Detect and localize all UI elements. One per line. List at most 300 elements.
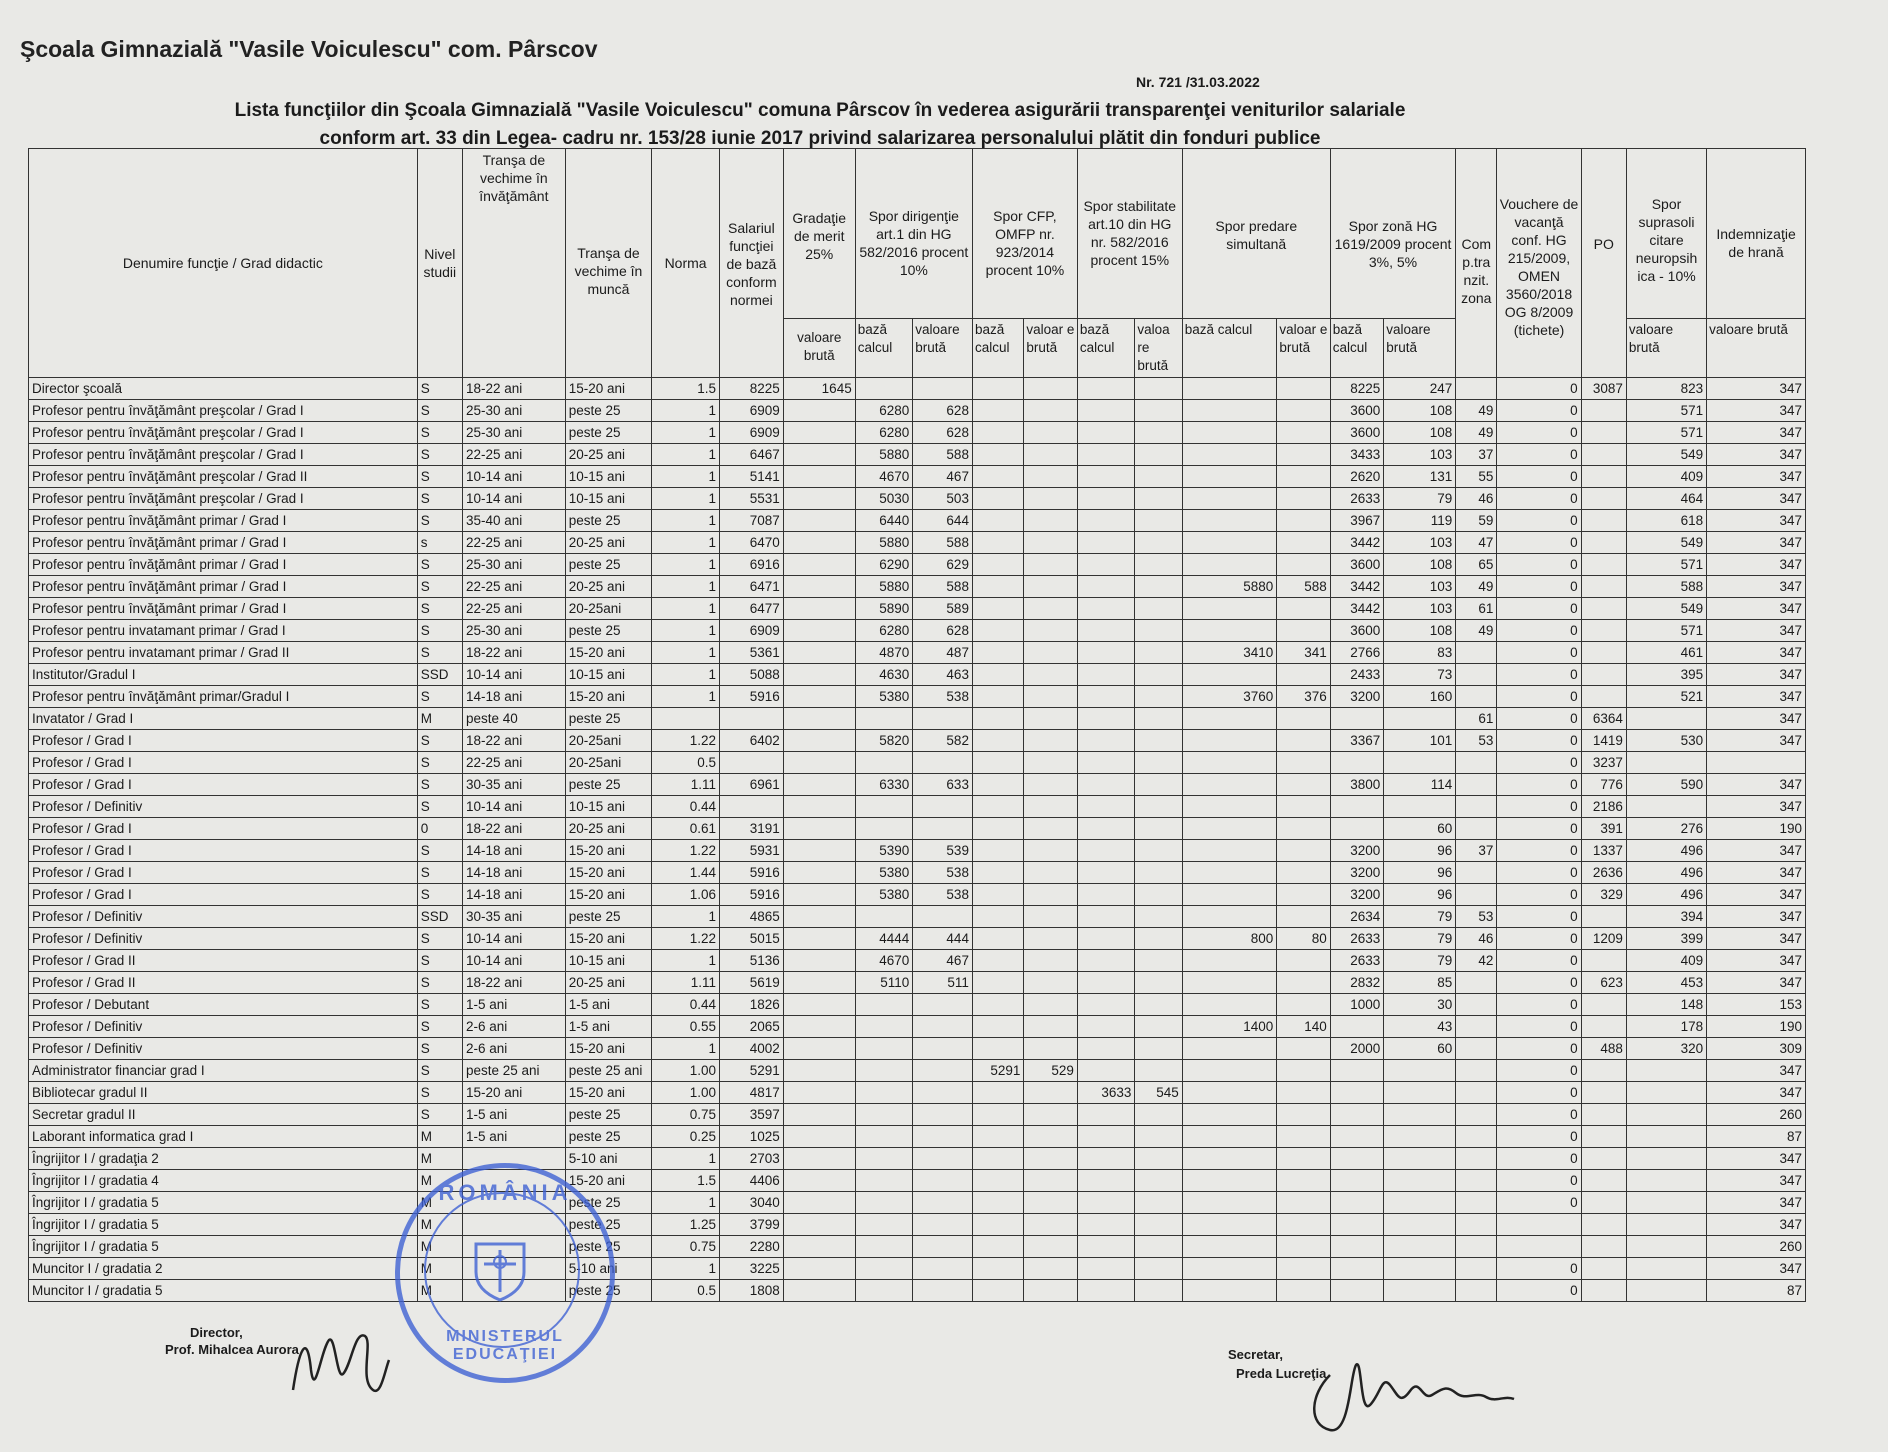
table-cell <box>1277 488 1330 510</box>
table-cell: 0 <box>1497 1170 1581 1192</box>
table-cell: 10-15 ani <box>565 796 651 818</box>
table-cell <box>783 1082 855 1104</box>
table-cell <box>783 598 855 620</box>
table-cell: 80 <box>1277 928 1330 950</box>
table-cell <box>913 994 973 1016</box>
table-cell <box>783 796 855 818</box>
table-cell: Bibliotecar gradul II <box>29 1082 418 1104</box>
col-vechime-invatamant: Tranşa de vechime în învăţământ <box>462 149 565 378</box>
table-row <box>29 532 1806 554</box>
table-cell <box>720 796 784 818</box>
table-cell <box>1024 686 1077 708</box>
table-cell: S <box>417 620 462 642</box>
table-cell: 347 <box>1707 378 1806 400</box>
table-cell: 15-20 ani <box>462 1082 565 1104</box>
table-cell: 347 <box>1707 686 1806 708</box>
table-cell <box>1024 444 1077 466</box>
table-cell: 5880 <box>855 576 913 598</box>
table-cell <box>1182 1082 1277 1104</box>
table-cell: 96 <box>1384 862 1456 884</box>
table-cell: 3191 <box>720 818 784 840</box>
table-cell <box>1182 730 1277 752</box>
table-cell <box>972 422 1023 444</box>
table-cell <box>1024 620 1077 642</box>
table-cell: Îngrijitor I / gradaţia 2 <box>29 1148 418 1170</box>
table-cell <box>783 708 855 730</box>
table-cell: 14-18 ani <box>462 686 565 708</box>
table-cell: 5380 <box>855 884 913 906</box>
table-cell <box>855 1170 913 1192</box>
table-cell <box>972 774 1023 796</box>
table-cell <box>972 1104 1023 1126</box>
table-cell: 1-5 ani <box>565 1016 651 1038</box>
table-cell <box>1024 1192 1077 1214</box>
table-cell: 2636 <box>1581 862 1626 884</box>
table-cell: S <box>417 378 462 400</box>
table-cell: S <box>417 994 462 1016</box>
table-cell: 3967 <box>1330 510 1383 532</box>
table-cell <box>1077 642 1135 664</box>
table-cell <box>1135 378 1182 400</box>
table-cell: 1.06 <box>652 884 720 906</box>
table-row <box>29 378 1806 400</box>
table-cell: 10-14 ani <box>462 928 565 950</box>
table-cell: Profesor / Grad I <box>29 730 418 752</box>
table-cell: 42 <box>1456 950 1497 972</box>
table-cell <box>1024 950 1077 972</box>
table-cell: 2633 <box>1330 950 1383 972</box>
table-cell <box>1135 884 1182 906</box>
table-row <box>29 1082 1806 1104</box>
table-cell <box>783 422 855 444</box>
table-cell: S <box>417 972 462 994</box>
table-cell <box>913 1126 973 1148</box>
table-cell: 633 <box>913 774 973 796</box>
table-cell: 5880 <box>855 444 913 466</box>
table-cell <box>1135 840 1182 862</box>
table-cell: 3433 <box>1330 444 1383 466</box>
table-cell <box>972 1236 1023 1258</box>
table-cell: Profesor / Grad I <box>29 774 418 796</box>
table-cell <box>913 1192 973 1214</box>
table-cell: 15-20 ani <box>565 378 651 400</box>
table-cell: 347 <box>1707 510 1806 532</box>
table-cell: Secretar gradul II <box>29 1104 418 1126</box>
table-cell: 5-10 ani <box>565 1148 651 1170</box>
table-cell: 1 <box>652 598 720 620</box>
table-cell <box>1330 708 1383 730</box>
table-cell <box>972 488 1023 510</box>
table-cell <box>1277 532 1330 554</box>
table-cell <box>972 906 1023 928</box>
table-cell <box>1384 1214 1456 1236</box>
table-cell: 79 <box>1384 906 1456 928</box>
table-cell: M <box>417 1192 462 1214</box>
table-cell: 571 <box>1626 554 1706 576</box>
table-cell: 5390 <box>855 840 913 862</box>
table-cell: S <box>417 1060 462 1082</box>
sub-predare-val: valoar e brută <box>1277 319 1330 378</box>
table-cell: S <box>417 1082 462 1104</box>
table-cell <box>855 818 913 840</box>
table-cell: 0 <box>1497 686 1581 708</box>
table-cell <box>1182 378 1277 400</box>
table-cell <box>1626 1192 1706 1214</box>
table-cell: 347 <box>1707 1060 1806 1082</box>
table-cell: 6909 <box>720 422 784 444</box>
table-cell <box>1024 884 1077 906</box>
table-cell: 61 <box>1456 598 1497 620</box>
table-cell <box>1626 1280 1706 1302</box>
table-cell: 623 <box>1581 972 1626 994</box>
table-cell <box>720 752 784 774</box>
table-cell <box>1456 1192 1497 1214</box>
table-cell <box>1135 774 1182 796</box>
table-cell: 18-22 ani <box>462 642 565 664</box>
table-cell: 6280 <box>855 422 913 444</box>
table-cell: Profesor pentru învăţământ preşcolar / Grad I <box>29 488 418 510</box>
table-cell <box>1277 972 1330 994</box>
table-cell <box>1384 1060 1456 1082</box>
table-cell <box>1135 1038 1182 1060</box>
table-cell: 347 <box>1707 1214 1806 1236</box>
table-cell <box>1182 994 1277 1016</box>
table-cell <box>913 1214 973 1236</box>
table-cell: S <box>417 510 462 532</box>
table-cell: 347 <box>1707 488 1806 510</box>
table-cell: 1.22 <box>652 730 720 752</box>
table-cell: 10-14 ani <box>462 664 565 686</box>
table-cell: 628 <box>913 620 973 642</box>
table-cell <box>1024 664 1077 686</box>
table-cell: 347 <box>1707 1192 1806 1214</box>
table-cell <box>913 1082 973 1104</box>
table-cell <box>783 840 855 862</box>
table-row <box>29 1016 1806 1038</box>
table-row <box>29 1192 1806 1214</box>
table-cell <box>783 862 855 884</box>
table-cell <box>1581 510 1626 532</box>
table-cell <box>1135 598 1182 620</box>
table-cell: 87 <box>1707 1126 1806 1148</box>
table-cell: 276 <box>1626 818 1706 840</box>
table-cell: 453 <box>1626 972 1706 994</box>
table-cell: 582 <box>913 730 973 752</box>
table-cell: 1-5 ani <box>565 994 651 1016</box>
table-cell <box>972 1280 1023 1302</box>
table-cell: peste 25 ani <box>565 1060 651 1082</box>
table-cell: 25-30 ani <box>462 400 565 422</box>
table-cell: 1 <box>652 422 720 444</box>
secretary-signature <box>1290 1335 1530 1445</box>
table-row <box>29 884 1806 906</box>
table-cell <box>783 1148 855 1170</box>
table-cell <box>1277 950 1330 972</box>
table-cell <box>1077 664 1135 686</box>
table-cell: 96 <box>1384 840 1456 862</box>
table-cell <box>1135 1170 1182 1192</box>
table-cell: 464 <box>1626 488 1706 510</box>
table-cell <box>1277 752 1330 774</box>
table-cell: 0.44 <box>652 796 720 818</box>
table-cell: S <box>417 774 462 796</box>
table-cell: 347 <box>1707 796 1806 818</box>
table-cell <box>1277 1258 1330 1280</box>
table-cell: Profesor / Definitiv <box>29 928 418 950</box>
table-cell <box>783 620 855 642</box>
table-cell: 1400 <box>1182 1016 1277 1038</box>
table-cell: 399 <box>1626 928 1706 950</box>
table-cell <box>1277 796 1330 818</box>
table-cell: 15-20 ani <box>565 686 651 708</box>
table-cell: Profesor / Definitiv <box>29 1038 418 1060</box>
table-cell <box>1135 752 1182 774</box>
table-cell: 0 <box>1497 1148 1581 1170</box>
table-cell: 0 <box>1497 906 1581 928</box>
table-cell <box>913 796 973 818</box>
table-cell <box>1182 1280 1277 1302</box>
col-vouchere: Vouchere de vacanţă conf. HG 215/2009, OMEN 3560/2018 OG 8/2009 (tichete) <box>1497 149 1581 378</box>
table-cell: S <box>417 1104 462 1126</box>
table-cell: 37 <box>1456 840 1497 862</box>
table-row <box>29 972 1806 994</box>
table-row <box>29 730 1806 752</box>
table-cell <box>783 1060 855 1082</box>
table-cell <box>1024 928 1077 950</box>
table-cell: 0 <box>1497 444 1581 466</box>
table-cell <box>1330 1148 1383 1170</box>
table-cell: 119 <box>1384 510 1456 532</box>
table-cell: 108 <box>1384 554 1456 576</box>
table-cell <box>855 1148 913 1170</box>
table-cell <box>1077 796 1135 818</box>
table-cell: 60 <box>1384 1038 1456 1060</box>
table-cell: 59 <box>1456 510 1497 532</box>
table-cell: 0 <box>1497 642 1581 664</box>
official-stamp <box>395 1163 615 1383</box>
table-row <box>29 1280 1806 1302</box>
sub-stab-baza: bază calcul <box>1077 319 1135 378</box>
table-cell <box>1277 818 1330 840</box>
table-cell: 49 <box>1456 576 1497 598</box>
table-cell: 2-6 ani <box>462 1038 565 1060</box>
table-cell <box>1497 1236 1581 1258</box>
stamp-bottom-text: MINISTERUL EDUCAŢIEI <box>446 1328 564 1363</box>
table-cell <box>1182 752 1277 774</box>
table-cell <box>1024 752 1077 774</box>
table-cell: peste 25 <box>565 1104 651 1126</box>
table-cell <box>1182 840 1277 862</box>
table-cell: 0 <box>1497 1016 1581 1038</box>
table-cell: 1 <box>652 1038 720 1060</box>
table-cell <box>783 686 855 708</box>
table-cell: 10-14 ani <box>462 488 565 510</box>
table-cell <box>1456 774 1497 796</box>
table-cell <box>1024 708 1077 730</box>
table-cell <box>783 510 855 532</box>
table-cell <box>1581 1214 1626 1236</box>
table-cell <box>1277 1214 1330 1236</box>
table-cell: 444 <box>913 928 973 950</box>
table-cell <box>972 532 1023 554</box>
table-cell <box>855 1214 913 1236</box>
table-cell <box>855 1258 913 1280</box>
table-cell: 347 <box>1707 1148 1806 1170</box>
table-cell: 1 <box>652 642 720 664</box>
table-cell: 1 <box>652 1148 720 1170</box>
table-cell <box>1330 796 1383 818</box>
table-cell <box>1077 532 1135 554</box>
table-cell <box>1024 1280 1077 1302</box>
table-cell: 0 <box>1497 840 1581 862</box>
table-cell <box>1277 1192 1330 1214</box>
table-row <box>29 598 1806 620</box>
table-cell <box>1135 400 1182 422</box>
table-cell <box>1182 1148 1277 1170</box>
col-norma: Norma <box>652 149 720 378</box>
table-cell <box>1277 554 1330 576</box>
table-cell <box>1456 1258 1497 1280</box>
table-cell <box>1277 906 1330 928</box>
table-cell <box>1077 1192 1135 1214</box>
coat-of-arms-icon <box>470 1238 530 1302</box>
table-cell: 0 <box>1497 950 1581 972</box>
table-cell: 347 <box>1707 1082 1806 1104</box>
table-cell: 5-10 ani <box>565 1258 651 1280</box>
table-cell: 10-15 ani <box>565 950 651 972</box>
table-cell: M <box>417 1148 462 1170</box>
col-predare: Spor predare simultană <box>1182 149 1330 319</box>
table-cell <box>1626 1236 1706 1258</box>
table-cell: 53 <box>1456 730 1497 752</box>
table-cell <box>1077 378 1135 400</box>
table-cell <box>1077 510 1135 532</box>
table-cell: 0.75 <box>652 1104 720 1126</box>
table-cell <box>783 444 855 466</box>
table-cell <box>1182 620 1277 642</box>
table-cell <box>1135 796 1182 818</box>
table-cell: 4444 <box>855 928 913 950</box>
table-cell <box>783 1236 855 1258</box>
table-cell: 37 <box>1456 444 1497 466</box>
table-cell: S <box>417 730 462 752</box>
table-cell <box>1581 1258 1626 1280</box>
table-cell <box>1456 1104 1497 1126</box>
table-cell <box>1024 576 1077 598</box>
table-cell: 0.55 <box>652 1016 720 1038</box>
table-cell: 589 <box>913 598 973 620</box>
table-cell: 628 <box>913 422 973 444</box>
table-cell: 2703 <box>720 1148 784 1170</box>
table-cell <box>1384 1126 1456 1148</box>
table-cell <box>972 510 1023 532</box>
table-cell: S <box>417 928 462 950</box>
table-cell: 6280 <box>855 620 913 642</box>
table-cell <box>1077 1016 1135 1038</box>
table-cell <box>1077 818 1135 840</box>
table-cell <box>1077 774 1135 796</box>
table-cell: 588 <box>913 576 973 598</box>
table-row <box>29 752 1806 774</box>
table-cell <box>913 752 973 774</box>
table-cell: 467 <box>913 950 973 972</box>
table-cell: 14-18 ani <box>462 840 565 862</box>
table-cell <box>652 708 720 730</box>
table-cell <box>972 686 1023 708</box>
table-cell: 1645 <box>783 378 855 400</box>
table-cell: 20-25 ani <box>565 444 651 466</box>
table-cell: 628 <box>913 400 973 422</box>
table-cell: 0 <box>1497 400 1581 422</box>
table-cell: Profesor pentru învăţământ primar / Grad I <box>29 554 418 576</box>
table-cell: 46 <box>1456 488 1497 510</box>
table-cell <box>1581 906 1626 928</box>
table-cell: 1 <box>652 1258 720 1280</box>
school-name: Şcoala Gimnazială "Vasile Voiculescu" com. Pârscov <box>20 36 598 62</box>
sub-diriginte-val: valoare brută <box>913 319 973 378</box>
table-cell <box>913 1148 973 1170</box>
table-cell: 49 <box>1456 400 1497 422</box>
table-cell: 73 <box>1384 664 1456 686</box>
table-cell <box>913 1236 973 1258</box>
table-cell: 530 <box>1626 730 1706 752</box>
table-cell: 1025 <box>720 1126 784 1148</box>
table-cell <box>1135 576 1182 598</box>
table-cell <box>1581 1016 1626 1038</box>
table-cell: 0 <box>417 818 462 840</box>
table-cell <box>1135 1016 1182 1038</box>
table-cell: 496 <box>1626 884 1706 906</box>
table-cell: 15-20 ani <box>565 928 651 950</box>
table-cell: 1.00 <box>652 1082 720 1104</box>
table-cell: 3200 <box>1330 884 1383 906</box>
table-cell: 0 <box>1497 708 1581 730</box>
table-row <box>29 1104 1806 1126</box>
table-cell <box>972 950 1023 972</box>
table-cell <box>1024 1126 1077 1148</box>
table-cell <box>972 1082 1023 1104</box>
table-cell: S <box>417 598 462 620</box>
table-cell <box>1077 752 1135 774</box>
table-row <box>29 796 1806 818</box>
table-cell: Profesor / Definitiv <box>29 796 418 818</box>
table-cell: 5916 <box>720 884 784 906</box>
table-row <box>29 840 1806 862</box>
table-cell <box>1024 796 1077 818</box>
table-cell: 5880 <box>1182 576 1277 598</box>
table-cell <box>1182 906 1277 928</box>
table-cell: 1337 <box>1581 840 1626 862</box>
table-cell: S <box>417 554 462 576</box>
table-cell <box>972 862 1023 884</box>
table-cell: 511 <box>913 972 973 994</box>
table-cell <box>1135 708 1182 730</box>
table-cell <box>1182 862 1277 884</box>
table-cell: 800 <box>1182 928 1277 950</box>
table-cell: Îngrijitor I / gradatia 4 <box>29 1170 418 1192</box>
table-cell: 2832 <box>1330 972 1383 994</box>
col-suprasolicitare: Spor suprasoli citare neuropsih ica - 10% <box>1626 149 1706 319</box>
table-cell: Profesor pentru învăţământ preşcolar / Grad I <box>29 400 418 422</box>
table-cell: Profesor / Definitiv <box>29 906 418 928</box>
table-cell <box>1277 1126 1330 1148</box>
table-cell: 6471 <box>720 576 784 598</box>
table-cell <box>1497 1214 1581 1236</box>
table-cell <box>855 1016 913 1038</box>
table-cell: Profesor / Grad I <box>29 840 418 862</box>
table-cell: S <box>417 1016 462 1038</box>
table-cell: 588 <box>913 532 973 554</box>
